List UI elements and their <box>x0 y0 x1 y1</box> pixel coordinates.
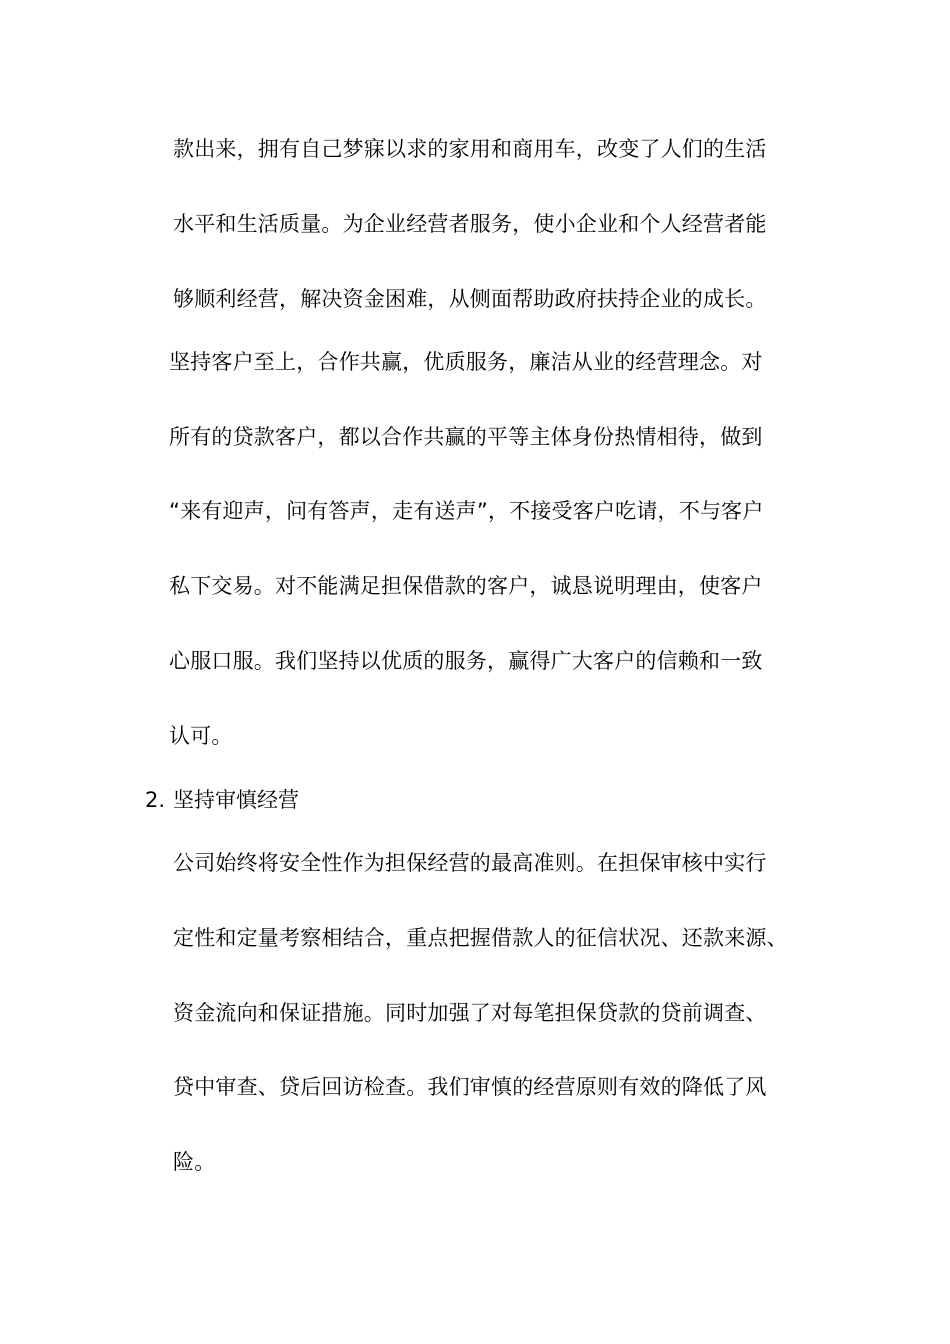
paragraph-3-line-3: 资金流向和保证措施。同时加强了对每笔担保贷款的贷前调查、 <box>173 1001 767 1025</box>
section-2-number: 2. <box>145 788 166 812</box>
paragraph-1-line-2: 水平和生活质量。为企业经营者服务，使小企业和个人经营者能 <box>173 212 767 236</box>
paragraph-2-line-5: 心服口服。我们坚持以优质的服务，赢得广大客户的信赖和一致 <box>169 649 763 673</box>
paragraph-1-line-3: 够顺利经营，解决资金困难，从侧面帮助政府扶持企业的成长。 <box>173 287 767 311</box>
paragraph-1-line-1: 款出来，拥有自己梦寐以求的家用和商用车，改变了人们的生活 <box>173 137 767 161</box>
section-2-heading <box>145 785 299 815</box>
paragraph-3-line-2: 定性和定量考察相结合，重点把握借款人的征信状况、还款来源、 <box>173 926 788 950</box>
paragraph-3-line-4: 贷中审查、贷后回访检查。我们审慎的经营原则有效的降低了风 <box>173 1075 767 1099</box>
paragraph-3-line-5: 险。 <box>173 1150 216 1174</box>
paragraph-3-line-1: 公司始终将安全性作为担保经营的最高准则。在担保审核中实行 <box>173 851 767 875</box>
paragraph-2-line-4: 私下交易。对不能满足担保借款的客户，诚恳说明理由，使客户 <box>169 574 763 598</box>
paragraph-2-line-6: 认可。 <box>169 724 233 748</box>
paragraph-2-line-3: “来有迎声，问有答声，走有送声”，不接受客户吃请，不与客户 <box>169 499 764 523</box>
section-2-title: 坚持审慎经营 <box>173 788 300 812</box>
paragraph-2-line-2: 所有的贷款客户，都以合作共赢的平等主体身份热情相待，做到 <box>169 425 763 449</box>
paragraph-2-line-1: 坚持客户至上，合作共赢，优质服务，廉洁从业的经营理念。对 <box>169 350 763 374</box>
